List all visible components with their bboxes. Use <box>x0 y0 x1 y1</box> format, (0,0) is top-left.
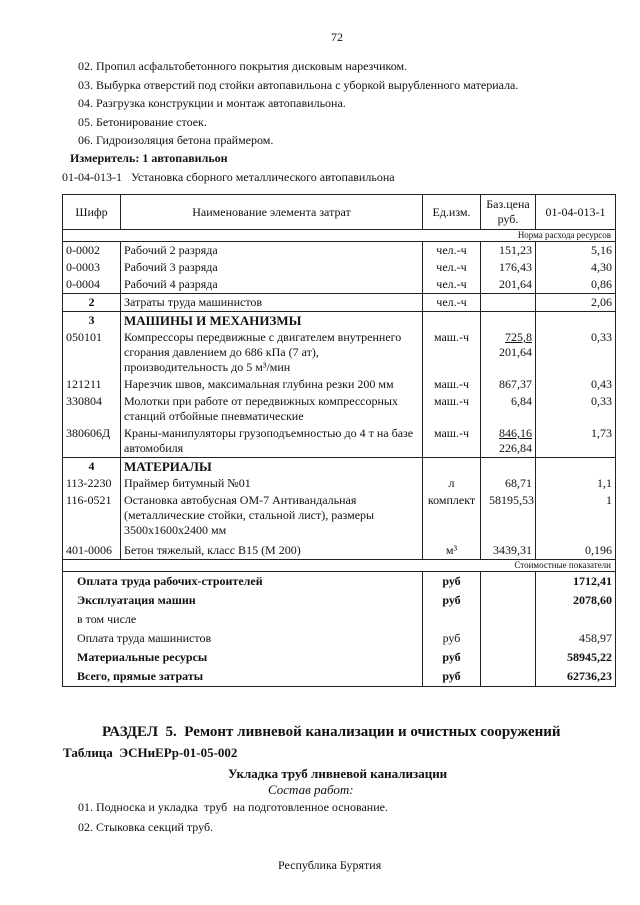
header-cell: Шифр <box>63 195 121 230</box>
composition-item: 01. Подноска и укладка труб на подготовленное основание. <box>78 800 388 814</box>
row-norm: 2,06 <box>536 294 616 312</box>
table-row <box>63 294 616 312</box>
row-unit: чел.-ч <box>423 259 481 276</box>
total-value: 458,97 <box>536 629 616 648</box>
row-name: Рабочий 2 разряда <box>121 242 423 260</box>
total-name: Оплата труда машинистов <box>63 629 423 648</box>
row-name: Затраты труда машинистов <box>121 294 423 312</box>
page-footer: Республика Бурятия <box>278 858 382 872</box>
row-name: Краны-манипуляторы грузоподъемностью до 4 т на базе автомобиля <box>121 425 423 458</box>
ops-item: 05. Бетонирование стоек. <box>78 115 207 129</box>
total-row <box>63 572 616 592</box>
row-code: 330804 <box>63 393 121 425</box>
total-name: Всего, прямые затраты <box>63 667 423 687</box>
table-row <box>63 259 616 276</box>
header-cell: Наименование элемента затрат <box>121 195 423 230</box>
table-row <box>63 393 616 425</box>
row-norm: 0,43 <box>536 376 616 393</box>
header-cell: 01-04-013-1 <box>536 195 616 230</box>
row-norm: 0,86 <box>536 276 616 294</box>
row-price: 151,23 <box>481 242 536 260</box>
row-norm: 1,73 <box>536 425 616 458</box>
row-name: Рабочий 3 разряда <box>121 259 423 276</box>
row-code: 121211 <box>63 376 121 393</box>
row-price: 3439,31 <box>481 539 536 560</box>
table-row <box>63 376 616 393</box>
row-unit: маш.-ч <box>423 393 481 425</box>
cost-label: Стоимостные показатели <box>63 560 616 572</box>
composition-label: Состав работ: <box>268 782 354 797</box>
total-row <box>63 610 616 629</box>
total-value: 62736,23 <box>536 667 616 687</box>
row-price <box>481 294 536 312</box>
row-unit: чел.-ч <box>423 276 481 294</box>
code-line: 01-04-013-1 Установка сборного металлического автопавильона <box>62 170 395 184</box>
table-header-row <box>63 195 616 230</box>
row-name: Молотки при работе от передвижных компрессорных станций отбойные пневматические <box>121 393 423 425</box>
table-row <box>63 425 616 458</box>
total-value <box>536 610 616 629</box>
row-code: 050101 <box>63 329 121 376</box>
row-unit: чел.-ч <box>423 242 481 260</box>
header-cell: Баз.цена руб. <box>481 195 536 230</box>
row-unit: маш.-ч <box>423 329 481 376</box>
price-secondary: 201,64 <box>499 345 532 359</box>
table-row <box>63 492 616 539</box>
table-row <box>63 475 616 492</box>
row-price: 68,71 <box>481 475 536 492</box>
section-code: 3 <box>63 312 121 330</box>
row-unit: м³ <box>423 539 481 560</box>
section-name: МАТЕРИАЛЫ <box>121 458 423 476</box>
row-code: 0-0003 <box>63 259 121 276</box>
total-name: Эксплуатация машин <box>63 591 423 610</box>
total-row <box>63 629 616 648</box>
row-code: 116-0521 <box>63 492 121 539</box>
total-unit: руб <box>423 629 481 648</box>
table-row <box>63 276 616 294</box>
section-row <box>63 458 616 476</box>
row-name: Бетон тяжелый, класс B15 (М 200) <box>121 539 423 560</box>
table-row <box>63 242 616 260</box>
row-code: 401-0006 <box>63 539 121 560</box>
row-code: 0-0002 <box>63 242 121 260</box>
total-unit: руб <box>423 591 481 610</box>
row-code: 2 <box>63 294 121 312</box>
row-code: 113-2230 <box>63 475 121 492</box>
row-unit: маш.-ч <box>423 376 481 393</box>
section-code: 4 <box>63 458 121 476</box>
total-unit: руб <box>423 667 481 687</box>
row-code: 380606Д <box>63 425 121 458</box>
row-unit: комплект <box>423 492 481 539</box>
total-row <box>63 667 616 687</box>
measure-line: Измеритель: 1 автопавильон <box>70 151 228 165</box>
row-price: 58195,53 <box>481 492 536 539</box>
ops-item: 03. Выбурка отверстий под стойки автопавильона с уборкой вырубленного материала. <box>78 78 519 92</box>
row-norm: 0,196 <box>536 539 616 560</box>
cost-label-row <box>63 560 616 572</box>
total-name: Оплата труда рабочих-строителей <box>63 572 423 592</box>
table-row <box>63 329 616 376</box>
total-value: 1712,41 <box>536 572 616 592</box>
row-unit: маш.-ч <box>423 425 481 458</box>
row-name: Праймер битумный №01 <box>121 475 423 492</box>
table-row <box>63 539 616 560</box>
row-price <box>481 425 536 458</box>
row-name: Остановка автобусная ОМ-7 Антивандальная (металлические стойки, стальной лист), размеры 3500x1600x2400 мм <box>121 492 423 539</box>
total-value: 58945,22 <box>536 648 616 667</box>
ops-item: 02. Пропил асфальтобетонного покрытия дисковым нарезчиком. <box>78 59 408 73</box>
row-name: Рабочий 4 разряда <box>121 276 423 294</box>
row-norm: 5,16 <box>536 242 616 260</box>
row-code: 0-0004 <box>63 276 121 294</box>
table-ref: Таблица ЭСНиЕРр-01-05-002 <box>63 745 238 760</box>
total-row <box>63 591 616 610</box>
norm-label: Норма расхода ресурсов <box>63 230 616 242</box>
row-norm: 4,30 <box>536 259 616 276</box>
ops-item: 06. Гидроизоляция бетона праймером. <box>78 133 274 147</box>
row-unit: л <box>423 475 481 492</box>
total-unit: руб <box>423 648 481 667</box>
norm-label-row <box>63 230 616 242</box>
row-name: Компрессоры передвижные с двигателем внутреннего сгорания давлением до 686 кПа (7 ат), производительность до 5 м³/мин <box>121 329 423 376</box>
row-price <box>481 329 536 376</box>
resource-table <box>62 194 616 687</box>
ops-item: 04. Разгрузка конструкции и монтаж автопавильона. <box>78 96 346 110</box>
price-primary: 725,8 <box>505 330 532 344</box>
total-name: в том числе <box>63 610 423 629</box>
row-price: 6,84 <box>481 393 536 425</box>
total-row <box>63 648 616 667</box>
page-number: 72 <box>331 30 343 44</box>
row-price: 867,37 <box>481 376 536 393</box>
composition-item: 02. Стыковка секций труб. <box>78 820 214 834</box>
total-name: Материальные ресурсы <box>63 648 423 667</box>
total-unit <box>423 610 481 629</box>
row-norm: 0,33 <box>536 329 616 376</box>
total-unit: руб <box>423 572 481 592</box>
price-primary: 846,16 <box>499 426 532 440</box>
row-unit: чел.-ч <box>423 294 481 312</box>
header-cell: Ед.изм. <box>423 195 481 230</box>
row-name: Нарезчик швов, максимальная глубина резки 200 мм <box>121 376 423 393</box>
price-secondary: 226,84 <box>499 441 532 455</box>
row-norm: 1 <box>536 492 616 539</box>
row-price: 176,43 <box>481 259 536 276</box>
subtitle: Укладка труб ливневой канализации <box>228 766 448 781</box>
section-row <box>63 312 616 330</box>
row-norm: 1,1 <box>536 475 616 492</box>
total-value: 2078,60 <box>536 591 616 610</box>
row-norm: 0,33 <box>536 393 616 425</box>
section-name: МАШИНЫ И МЕХАНИЗМЫ <box>121 312 423 330</box>
section-title: РАЗДЕЛ 5. Ремонт ливневой канализации и очистных сооружений <box>102 724 561 740</box>
row-price: 201,64 <box>481 276 536 294</box>
